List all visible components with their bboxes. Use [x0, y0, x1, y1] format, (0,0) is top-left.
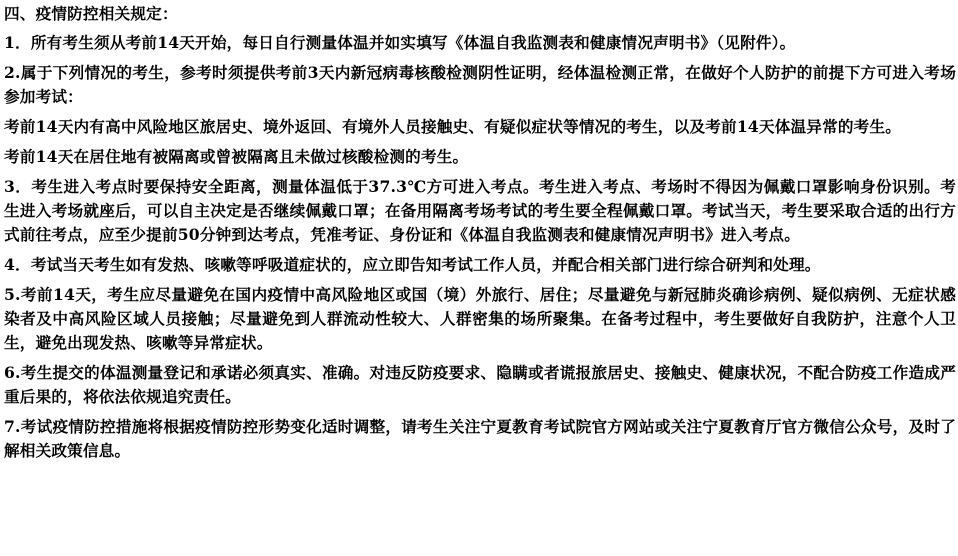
section-heading: 四、疫情防控相关规定： [4, 4, 178, 23]
paragraph-6: 6.考生提交的体温测量登记和承诺必须真实、准确。对违反防疫要求、隐瞒或者谎报旅居史、接触史、健康状况，不配合防疫工作造成严重后果的，将依法依规追究责任。 [4, 363, 956, 406]
paragraph-1: 1．所有考生须从考前14天开始，每日自行测量体温并如实填写《体温自我监测表和健康情况声明书》（见附件）。 [4, 33, 796, 52]
paragraph-2-case-a: 考前14天内有高中风险地区旅居史、境外返回、有境外人员接触史、有疑似症状等情况的考生，以及考前14天体温异常的考生。 [4, 117, 902, 136]
paragraph-2: 2.属于下列情况的考生，参考时须提供考前3天内新冠病毒核酸检测阴性证明，经体温检测正常，在做好个人防护的前提下方可进入考场参加考试： [4, 63, 956, 106]
paragraph-2-case-b: 考前14天在居住地有被隔离或曾被隔离且未做过核酸检测的考生。 [4, 147, 469, 166]
paragraph-4: 4．考试当天考生如有发热、咳嗽等呼吸道症状的，应立即告知考试工作人员，并配合相关部门进行综合研判和处理。 [4, 255, 821, 274]
paragraph-5: 5.考前14天，考生应尽量避免在国内疫情中高风险地区或国（境）外旅行、居住；尽量避免与新冠肺炎确诊病例、疑似病例、无症状感染者及中高风险区域人员接触；尽量避免到人群流动性较大、人群密集的场所聚集。在备考过程中，考生要做好自我防护，注意个人卫生，避免出现发热、咳嗽等异常症状。 [4, 285, 956, 352]
paragraph-7: 7.考试疫情防控措施将根据疫情防控形势变化适时调整，请考生关注宁夏教育考试院官方网站或关注宁夏教育厅官方微信公众号，及时了解相关政策信息。 [4, 417, 956, 460]
document-body [4, 2, 956, 463]
paragraph-3: 3．考生进入考点时要保持安全距离，测量体温低于37.3℃方可进入考点。考生进入考点、考场时不得因为佩戴口罩影响身份识别。考生进入考场就座后，可以自主决定是否继续佩戴口罩；在备用隔离考场考试的考生要全程佩戴口罩。考试当天，考生要采取合适的出行方式前往考点，应至少提前50分钟到达考点，凭准考证、身份证和《体温自我监测表和健康情况声明书》进入考点。 [4, 177, 956, 244]
